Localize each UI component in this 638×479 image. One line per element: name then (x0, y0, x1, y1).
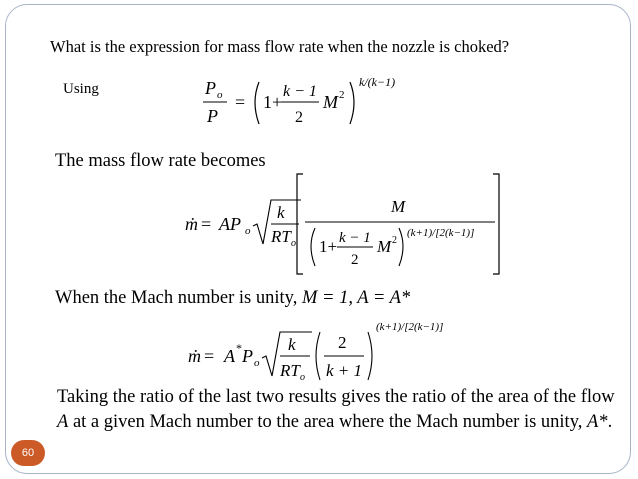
eq2-equals: = (201, 214, 212, 234)
eq1-two: 2 (295, 109, 303, 126)
mach-unity-vars: M = 1, A = A* (301, 288, 411, 308)
eq3-two: 2 (338, 333, 347, 352)
eq1-sq: 2 (339, 89, 345, 101)
eq3-mdot: ṁ (188, 346, 201, 366)
eq2-To: o (291, 238, 296, 249)
ratio-text-2: at a given Mach number to the area where the Mach number is unity, (68, 412, 587, 432)
choked-mass-flow-equation (188, 318, 488, 388)
eq3-To: o (300, 372, 305, 383)
eq1-M: M (323, 92, 338, 112)
mach-unity-prefix: When the Mach number is unity, (55, 288, 302, 308)
ratio-text-1: Taking the ratio of the last two results gives the ratio of the area of the flow (57, 387, 615, 407)
mach-unity-statement (55, 288, 410, 309)
eq2-M: M (391, 197, 406, 216)
eq2-RT: RT (271, 227, 291, 246)
eq3-o: o (254, 357, 260, 369)
eq1-k-minus-1: k − 1 (283, 83, 317, 100)
eq1-equals: = (235, 92, 246, 112)
eq3-star: * (236, 341, 242, 355)
page-number-badge: 60 (11, 440, 45, 466)
ratio-paragraph (57, 385, 617, 435)
eq1-one-plus: 1+ (263, 92, 283, 112)
eq3-equals: = (204, 346, 215, 366)
eq1-lhs-sub: o (217, 89, 223, 101)
eq1-lhs-num: P (205, 78, 216, 98)
ratio-var-astar: A* (587, 412, 608, 432)
eq2-k: k (277, 203, 285, 222)
eq3-k-plus-1: k + 1 (326, 361, 363, 380)
question-text: What is the expression for mass flow rate when the nozzle is choked? (50, 37, 510, 56)
eq2-exponent: (k+1)/[2(k−1)] (407, 227, 475, 239)
eq2-two: 2 (351, 252, 359, 268)
eq3-RT: RT (280, 361, 300, 380)
mass-flow-equation (185, 170, 505, 280)
ratio-var-a: A (57, 412, 69, 432)
eq3-exponent: (k+1)/[2(k−1)] (376, 321, 444, 333)
ratio-text-3: . (607, 412, 613, 432)
eq3-A: A (224, 346, 235, 366)
eq2-sq: 2 (392, 235, 397, 246)
eq3-P: P (242, 346, 253, 366)
eq1-exponent: k/(k−1) (359, 75, 396, 89)
eq1-lhs-den: P (207, 106, 218, 126)
eq2-M2: M (377, 237, 392, 256)
eq2-one-plus: 1+ (319, 237, 338, 256)
using-label: Using (63, 81, 99, 97)
eq3-k: k (288, 335, 296, 354)
mass-flow-intro: The mass flow rate becomes (55, 151, 266, 171)
pressure-ratio-equation (195, 70, 415, 130)
eq2-mdot: ṁ (185, 214, 198, 234)
eq2-APo: AP (219, 214, 241, 234)
eq2-o: o (245, 225, 251, 237)
eq2-k-minus-1: k − 1 (339, 230, 371, 246)
